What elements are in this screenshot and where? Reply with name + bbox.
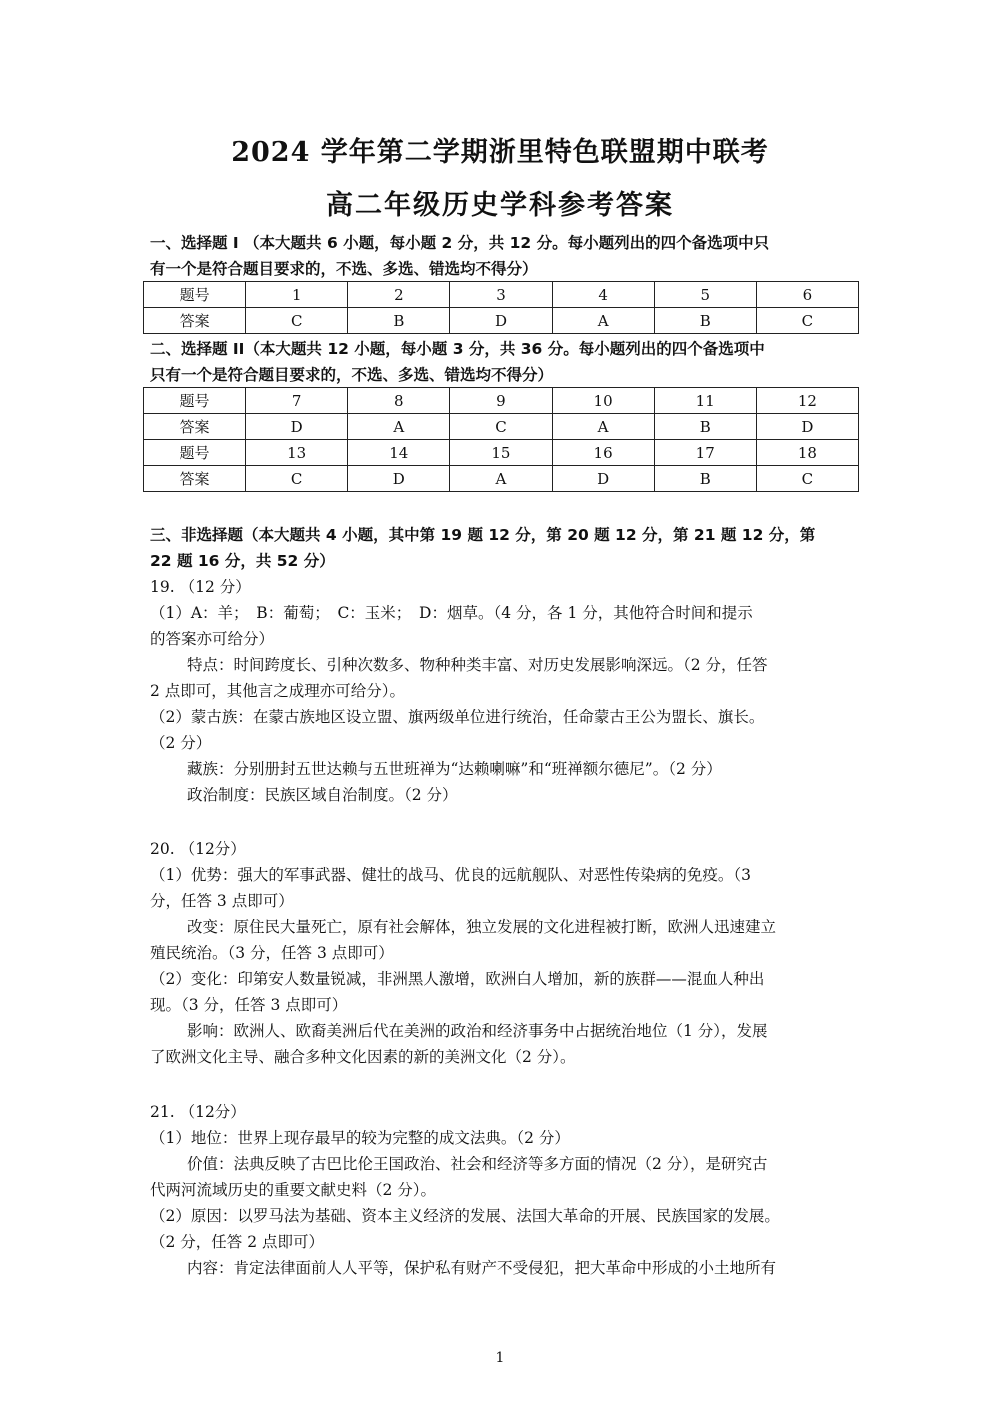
question-19-answer [150,574,855,808]
answer-line: 藏族：分别册封五世达赖与五世班禅为“达赖喇嘛”和“班禅额尔德尼”。（2 分） [187,760,722,778]
question-number: 18 [756,440,858,466]
row-label-answer: 答案 [144,414,246,440]
page-title: 2024 学年第二学期浙里特色联盟期中联考 [231,137,769,168]
answer-line: 的答案亦可给分） [150,630,275,648]
question-number: 5 [654,282,756,308]
answer-line: （2）蒙古族：在蒙古族地区设立盟、旗两级单位进行统治，任命蒙古王公为盟长、旗长。 [150,708,765,726]
answer-cell: C [756,466,858,492]
row-label-question: 题号 [144,388,246,414]
answer-line: 2 点即可，其他言之成理亦可给分）。 [150,682,406,700]
answer-line: 殖民统治。（3 分，任答 3 点即可） [150,944,394,962]
question-number: 8 [348,388,450,414]
answer-cell: D [450,308,552,334]
question-number: 1 [246,282,348,308]
question-number-heading: 20. （12分） [150,840,246,858]
answer-line: 内容：肯定法律面前人人平等，保护私有财产不受侵犯，把大革命中形成的小土地所有 [187,1259,777,1277]
section3-heading [150,522,855,574]
answer-line: 影响：欧洲人、欧裔美洲后代在美洲的政治和经济事务中占据统治地位（1 分），发展 [187,1022,768,1040]
question-20-answer [150,836,855,1070]
page-number: 1 [495,1350,505,1366]
answer-line: 改变：原住民大量死亡，原有社会解体，独立发展的文化进程被打断，欧洲人迅速建立 [187,918,777,936]
question-number-heading: 19. （12 分） [150,578,251,596]
answer-cell: B [654,466,756,492]
answer-cell: C [756,308,858,334]
answer-cell: A [552,308,654,334]
question-number: 16 [552,440,654,466]
page-subtitle: 高二年级历史学科参考答案 [326,190,674,221]
question-number: 15 [450,440,552,466]
section2-heading [150,336,855,388]
question-number: 12 [756,388,858,414]
section1-heading-line1: 一、选择题 I （本大题共 6 小题，每小题 2 分，共 12 分。每小题列出的四个备选项中只 [150,234,770,252]
answer-line: 分，任答 3 点即可） [150,892,294,910]
question-21-answer [150,1099,855,1281]
answer-cell: B [654,414,756,440]
question-number: 4 [552,282,654,308]
row-label-question: 题号 [144,440,246,466]
section3-heading-line1: 三、非选择题（本大题共 4 小题，其中第 19 题 12 分，第 20 题 12 分，第 21 题 12 分，第 [150,526,816,544]
table-row [144,466,859,492]
section2-heading-line2: 只有一个是符合题目要求的，不选、多选、错选均不得分） [150,366,554,384]
question-number: 10 [552,388,654,414]
section2-heading-line1: 二、选择题 II（本大题共 12 小题，每小题 3 分，共 36 分。每小题列出的四个备选项中 [150,340,765,358]
answer-line: （1）A：羊； B：葡萄； C：玉米； D：烟草。（4 分，各 1 分，其他符合时间和提示 [150,604,753,622]
question-number: 14 [348,440,450,466]
table-row [144,282,859,308]
answer-line: （1）优势：强大的军事武器、健壮的战马、优良的远航舰队、对恶性传染病的免疫。（3 [150,866,751,884]
section3-heading-line2: 22 题 16 分，共 52 分） [150,552,335,570]
question-number: 9 [450,388,552,414]
answer-cell: B [654,308,756,334]
question-number-heading: 21. （12分） [150,1103,246,1121]
answer-line: 代两河流域历史的重要文献史料（2 分）。 [150,1181,437,1199]
row-label-answer: 答案 [144,466,246,492]
answer-line: （2）变化：印第安人数量锐减，非洲黑人激增，欧洲白人增加，新的族群——混血人种出 [150,970,765,988]
answer-cell: C [450,414,552,440]
answer-cell: D [552,466,654,492]
answer-cell: C [246,308,348,334]
answer-line: 了欧洲文化主导、融合多种文化因素的新的美洲文化（2 分）。 [150,1048,576,1066]
table-row [144,388,859,414]
answer-line: （2 分） [150,734,212,752]
section1-heading [150,230,855,282]
section1-heading-line2: 有一个是符合题目要求的，不选、多选、错选均不得分） [150,260,538,278]
answer-cell: A [348,414,450,440]
question-number: 2 [348,282,450,308]
table-row [144,414,859,440]
answer-cell: B [348,308,450,334]
answer-line: 特点：时间跨度长、引种次数多、物种种类丰富、对历史发展影响深远。（2 分，任答 [187,656,768,674]
answer-line: （1）地位：世界上现存最早的较为完整的成文法典。（2 分） [150,1129,570,1147]
table-row [144,308,859,334]
answer-cell: D [348,466,450,492]
answer-cell: D [756,414,858,440]
answer-line: 现。（3 分，任答 3 点即可） [150,996,348,1014]
answer-line: （2）原因：以罗马法为基础、资本主义经济的发展、法国大革命的开展、民族国家的发展。 [150,1207,780,1225]
row-label-answer: 答案 [144,308,246,334]
answer-cell: A [552,414,654,440]
answer-line: 政治制度：民族区域自治制度。（2 分） [187,786,458,804]
question-number: 3 [450,282,552,308]
question-number: 6 [756,282,858,308]
answer-cell: C [246,466,348,492]
table-row [144,440,859,466]
question-number: 17 [654,440,756,466]
section2-answer-table [143,387,859,492]
question-number: 11 [654,388,756,414]
answer-cell: A [450,466,552,492]
answer-cell: D [246,414,348,440]
row-label-question: 题号 [144,282,246,308]
question-number: 13 [246,440,348,466]
question-number: 7 [246,388,348,414]
section1-answer-table [143,281,859,334]
answer-line: 价值：法典反映了古巴比伦王国政治、社会和经济等多方面的情况（2 分），是研究古 [187,1155,768,1173]
answer-line: （2 分，任答 2 点即可） [150,1233,325,1251]
